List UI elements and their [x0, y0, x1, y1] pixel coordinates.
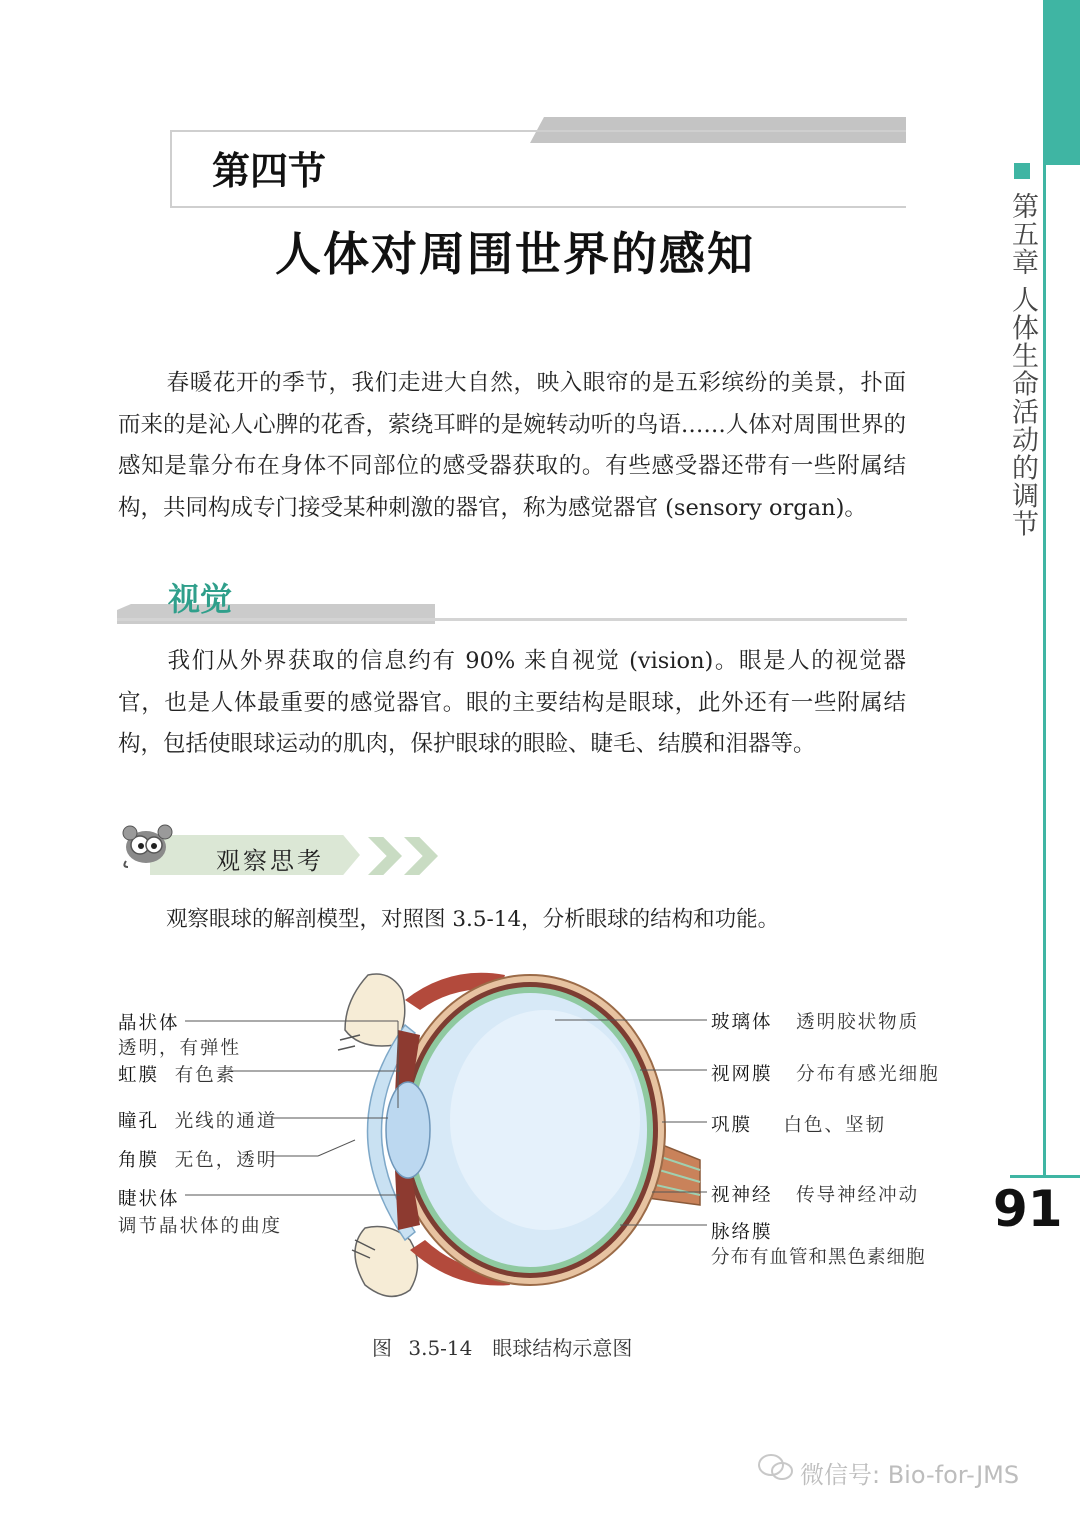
label-retina: 视网膜 分布有感光细胞 [711, 1064, 940, 1085]
chevron-icon [404, 837, 438, 875]
chapter-tab [1043, 0, 1080, 165]
label-iris: 虹膜 有色素 [118, 1065, 237, 1086]
section-label: 第四节 [212, 149, 327, 193]
chevron-icon [368, 837, 402, 875]
intro-text: 春暖花开的季节，我们走进大自然，映入眼帘的是五彩缤纷的美景，扑面而来的是沁人心脾的花香，萦绕耳畔的是婉转动听的鸟语……人体对周围世界的感知是靠分布在身体不同部位的感受器获取的。有些感受器还带有一些附属结构，共同构成专门接受某种刺激的器官，称为感觉器官 (sensory organ)。 [118, 370, 906, 521]
label-ciliary-desc: 调节晶状体的曲度 [118, 1216, 283, 1237]
chapter-title: 第五章 人体生命活动的调节 [1007, 192, 1038, 538]
page-title: 人体对周围世界的感知 [275, 227, 755, 281]
page-number: 91 [993, 1180, 1063, 1238]
vision-paragraph [118, 641, 906, 766]
label-pupil: 瞳孔 光线的通道 [118, 1111, 278, 1132]
label-vitreous: 玻璃体 透明胶状物质 [711, 1012, 920, 1033]
chapter-marker-square [1014, 163, 1030, 179]
watermark: 微信号: Bio-for-JMS [800, 1461, 1020, 1489]
label-ciliary-body: 睫状体 [118, 1189, 180, 1210]
subsection-bar [117, 604, 435, 624]
observe-instruction: 观察眼球的解剖模型，对照图 3.5-14，分析眼球的结构和功能。 [166, 907, 780, 932]
label-choroid: 脉络膜 [711, 1222, 773, 1243]
wechat-icon [758, 1453, 794, 1483]
page-number-rule [1010, 1175, 1080, 1178]
label-lens: 晶状体 [118, 1013, 180, 1034]
vision-text: 我们从外界获取的信息约有 90% 来自视觉 (vision)。眼是人的视觉器官，也是人体最重要的感觉器官。眼的主要结构是眼球，此外还有一些附属结构，包括使眼球运动的肌肉，保护眼球的眼睑、睫毛、结膜和泪器等。 [118, 648, 906, 757]
figure-caption: 图 3.5-14 眼球结构示意图 [372, 1336, 633, 1360]
mouse-mascot-icon [118, 823, 178, 869]
upper-eyelid [345, 974, 405, 1046]
label-lens-desc: 透明，有弹性 [118, 1038, 242, 1059]
side-rule [1043, 165, 1046, 1175]
label-sclera: 巩膜 白色、坚韧 [711, 1115, 887, 1136]
label-choroid-desc: 分布有血管和黑色素细胞 [711, 1247, 926, 1268]
intro-paragraph [118, 363, 906, 529]
subsection-title: 视觉 [168, 580, 233, 618]
label-optic-nerve: 视神经 传导神经冲动 [711, 1185, 920, 1206]
lens [386, 1082, 430, 1178]
label-cornea: 角膜 无色，透明 [118, 1150, 278, 1171]
observe-label: 观察思考 [216, 847, 324, 875]
